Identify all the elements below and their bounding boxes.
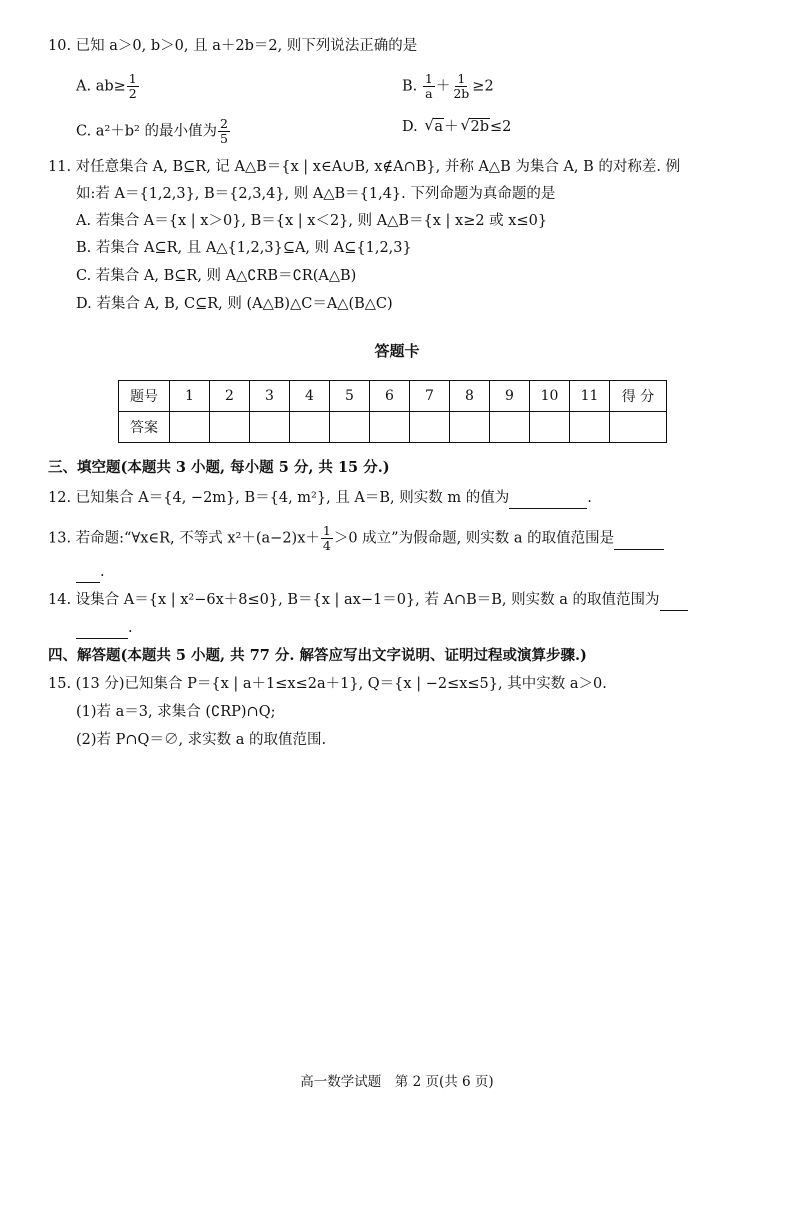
answer-cell[interactable] bbox=[210, 412, 250, 443]
answer-card-score-label: 得 分 bbox=[610, 381, 667, 412]
q12: 12. 已知集合 A＝{4, −2m}, B＝{4, m²}, 且 A＝B, 则实数 m 的值为 . bbox=[48, 488, 592, 509]
q11-option-c: C. 若集合 A, B⊆R, 则 A△∁RB＝∁R(A△B) bbox=[76, 268, 357, 284]
answer-cell[interactable] bbox=[490, 412, 530, 443]
q13-answer-blank-2[interactable] bbox=[76, 562, 100, 583]
q13-fraction: $\frac{1}{4}$ bbox=[322, 523, 331, 553]
answer-card-answer-row bbox=[119, 412, 667, 443]
answer-cell[interactable] bbox=[410, 412, 450, 443]
q11-stem-line1: 11. 对任意集合 A, B⊆R, 记 A△B＝{x | x∈A∪B, x∉A∩B}, 并称 A△B 为集合 A, B 的对称差. 例 bbox=[48, 159, 681, 175]
q11-stem-line2: 如:若 A＝{1,2,3}, B＝{2,3,4}, 则 A△B＝{1,4}. 下列命题为真命题的是 bbox=[76, 186, 556, 202]
q10-option-b: B. $\frac{1}{a}$ ＋ $\frac{1}{2b}$ ≥2 bbox=[402, 71, 494, 101]
answer-cell[interactable] bbox=[450, 412, 490, 443]
answer-card-number: 11 bbox=[570, 381, 610, 412]
answer-card-number: 3 bbox=[250, 381, 290, 412]
answer-cell[interactable] bbox=[170, 412, 210, 443]
answer-cell[interactable] bbox=[250, 412, 290, 443]
q11-option-a: A. 若集合 A＝{x | x＞0}, B＝{x | x＜2}, 则 A△B＝{x | x≥2 或 x≤0} bbox=[76, 213, 548, 229]
answer-card-number: 9 bbox=[490, 381, 530, 412]
q12-answer-blank[interactable] bbox=[509, 488, 587, 509]
score-cell[interactable] bbox=[610, 412, 667, 443]
q15-stem: 15. (13 分)已知集合 P＝{x | a＋1≤x≤2a＋1}, Q＝{x | −2≤x≤5}, 其中实数 a＞0. bbox=[48, 676, 607, 692]
answer-card-number: 1 bbox=[170, 381, 210, 412]
q14-answer-blank-2[interactable] bbox=[76, 618, 128, 639]
q10-option-a: A. ab≥ $\frac{1}{2}$ bbox=[76, 71, 137, 101]
q10-b-fraction-2: $\frac{1}{2b}$ bbox=[453, 71, 470, 101]
answer-cell[interactable] bbox=[330, 412, 370, 443]
section-3-heading: 三、填空题(本题共 3 小题, 每小题 5 分, 共 15 分.) bbox=[48, 459, 390, 476]
section-4-heading: 四、解答题(本题共 5 小题, 共 77 分. 解答应写出文字说明、证明过程或演算步骤.) bbox=[48, 647, 587, 664]
answer-cell[interactable] bbox=[570, 412, 610, 443]
q10-c-fraction: $\frac{2}{5}$ bbox=[219, 116, 228, 146]
answer-card-number: 2 bbox=[210, 381, 250, 412]
answer-card-number: 7 bbox=[410, 381, 450, 412]
q10-stem: 10. 已知 a＞0, b＞0, 且 a＋2b＝2, 则下列说法正确的是 bbox=[48, 38, 418, 54]
answer-cell[interactable] bbox=[530, 412, 570, 443]
q10-b-fraction-1: $\frac{1}{a}$ bbox=[424, 71, 433, 101]
q10-a-fraction: $\frac{1}{2}$ bbox=[128, 71, 137, 101]
q10-d-sqrt-1: √ a bbox=[424, 117, 444, 137]
answer-card-row1-label: 题号 bbox=[119, 381, 170, 412]
q14-line2: . bbox=[76, 618, 133, 639]
q15-part-1: (1)若 a＝3, 求集合 (∁RP)∩Q; bbox=[76, 704, 276, 720]
answer-card-number: 4 bbox=[290, 381, 330, 412]
answer-card-number: 6 bbox=[370, 381, 410, 412]
q14-line1: 14. 设集合 A＝{x | x²−6x＋8≤0}, B＝{x | ax−1＝0}, 若 A∩B＝B, 则实数 a 的取值范围为 bbox=[48, 590, 688, 611]
q11-option-d: D. 若集合 A, B, C⊆R, 则 (A△B)△C＝A△(B△C) bbox=[76, 296, 393, 312]
answer-cell[interactable] bbox=[290, 412, 330, 443]
q10-d-sqrt-2: √ 2b bbox=[460, 117, 490, 137]
q13-line1: 13. 若命题:“∀x∈R, 不等式 x²＋(a−2)x＋ $\frac{1}{4}$ ＞0 成立”为假命题, 则实数 a 的取值范围是 bbox=[48, 524, 664, 553]
answer-card-row2-label: 答案 bbox=[119, 412, 170, 443]
answer-card-title: 答题卡 bbox=[374, 342, 420, 360]
q10-option-d: D. √ a＋√ 2b≤2 bbox=[402, 117, 511, 137]
q14-answer-blank-1[interactable] bbox=[660, 590, 688, 611]
answer-card-number-row bbox=[119, 381, 667, 412]
q10-option-c: C. a²＋b² 的最小值为 $\frac{2}{5}$ bbox=[76, 116, 228, 146]
q13-line2: . bbox=[76, 562, 105, 583]
page-footer: 高一数学试题 第 2 页(共 6 页) bbox=[300, 1074, 494, 1090]
answer-card-number: 10 bbox=[530, 381, 570, 412]
q15-part-2: (2)若 P∩Q＝∅, 求实数 a 的取值范围. bbox=[76, 732, 327, 748]
answer-card-number: 5 bbox=[330, 381, 370, 412]
answer-cell[interactable] bbox=[370, 412, 410, 443]
q13-answer-blank-1[interactable] bbox=[614, 529, 664, 550]
answer-card-number: 8 bbox=[450, 381, 490, 412]
q11-option-b: B. 若集合 A⊆R, 且 A△{1,2,3}⊆A, 则 A⊆{1,2,3} bbox=[76, 240, 412, 256]
answer-card-table bbox=[118, 380, 667, 443]
